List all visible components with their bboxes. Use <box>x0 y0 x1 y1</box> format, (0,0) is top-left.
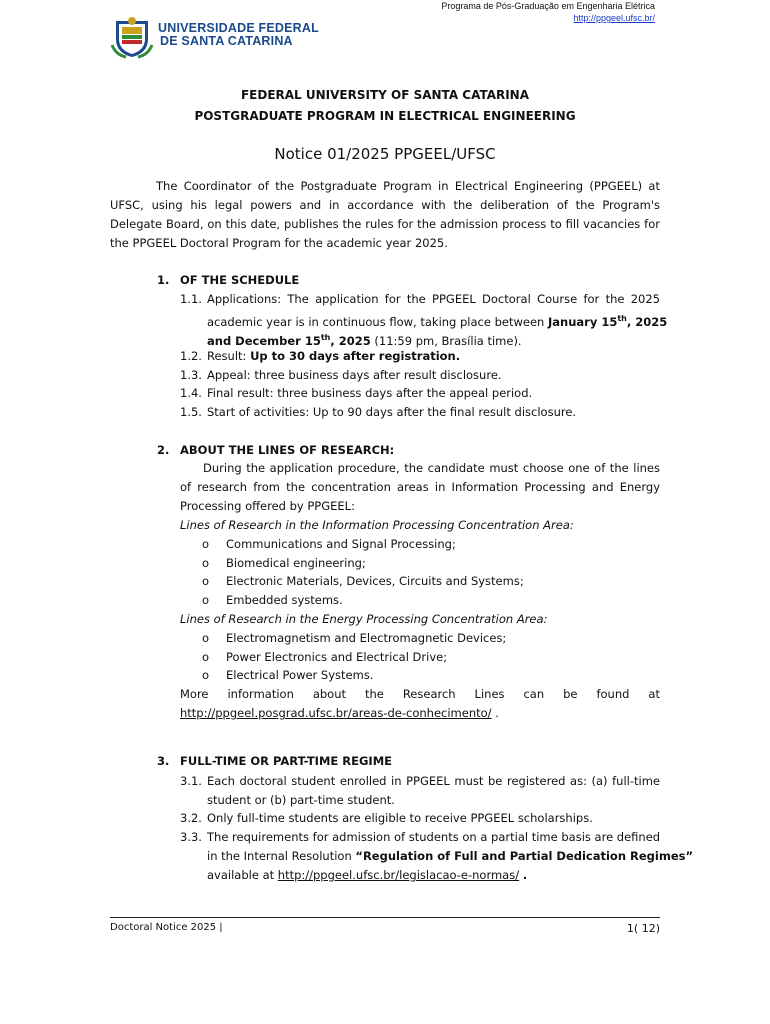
energy-line-item: Electrical Power Systems. <box>226 668 374 682</box>
bullet-icon: o <box>202 556 210 570</box>
item-1-2: Result: Up to 30 days after registration. <box>207 349 461 363</box>
section1-title: OF THE SCHEDULE <box>180 273 300 287</box>
section2-text-line2: of research from the concentration areas in Information Processing and Energy <box>180 480 660 494</box>
item-3-3-line1: The requirements for admission of students on a partial time basis are defined <box>207 830 661 844</box>
section3-title: FULL-TIME OR PART-TIME REGIME <box>180 754 392 768</box>
item-1-1-line1: Applications: The application for the PPGEEL Doctoral Course for the 2025 <box>207 292 660 306</box>
item-3-3-number: 3.3. <box>180 830 202 844</box>
item-1-1-number: 1.1. <box>180 292 202 306</box>
ufsc-logo <box>110 15 360 60</box>
energy-area-heading: Lines of Research in the Energy Processing Concentration Area: <box>180 612 548 626</box>
item-1-2-number: 1.2. <box>180 349 202 363</box>
item-3-1-number: 3.1. <box>180 774 202 788</box>
info-line-item: Biomedical engineering; <box>226 556 366 570</box>
info-line-item: Embedded systems. <box>226 593 343 607</box>
item-1-1-line3: and December 15th, 2025 (11:59 pm, Brasília time). <box>207 333 522 348</box>
logo-text <box>158 22 319 48</box>
energy-line-item: Power Electronics and Electrical Drive; <box>226 650 448 664</box>
footer-divider <box>110 917 660 918</box>
notice-title: Notice 01/2025 PPGEEL/UFSC <box>274 145 496 163</box>
energy-line-item: Electromagnetism and Electromagnetic Devices; <box>226 631 507 645</box>
item-3-2-number: 3.2. <box>180 811 202 825</box>
university-title: FEDERAL UNIVERSITY OF SANTA CATARINA <box>240 88 530 102</box>
item-1-5: Start of activities: Up to 90 days after the final result disclosure. <box>207 405 577 419</box>
bullet-icon: o <box>202 668 210 682</box>
item-1-4: Final result: three business days after the appeal period. <box>207 386 533 400</box>
item-1-3-number: 1.3. <box>180 368 202 382</box>
bullet-icon: o <box>202 574 210 588</box>
research-lines-link-line: http://ppgeel.posgrad.ufsc.br/areas-de-conhecimento/ . <box>180 706 499 720</box>
program-name: Programa de Pós-Graduação em Engenharia Elétrica <box>441 1 655 11</box>
section2-number: 2. <box>157 443 170 457</box>
footer-label: Doctoral Notice 2025 | <box>110 922 223 933</box>
info-line-item: Electronic Materials, Devices, Circuits and Systems; <box>226 574 524 588</box>
research-lines-link[interactable]: http://ppgeel.posgrad.ufsc.br/areas-de-conhecimento/ <box>180 706 492 720</box>
logo-line2: DE SANTA CATARINA <box>160 34 293 48</box>
info-line-item: Communications and Signal Processing; <box>226 537 456 551</box>
item-1-1-line2: academic year is in continuous flow, taking place between January 15th, 2025 <box>207 314 668 329</box>
section3-number: 3. <box>157 754 170 768</box>
item-3-1-line1: Each doctoral student enrolled in PPGEEL must be registered as: (a) full-time <box>207 774 660 788</box>
section2-text-line1: During the application procedure, the candidate must choose one of the lines <box>203 461 660 475</box>
logo-line1: UNIVERSIDADE FEDERAL <box>158 21 319 35</box>
item-3-3-line2: in the Internal Resolution “Regulation of Full and Partial Dedication Regimes” <box>207 849 694 863</box>
ufsc-crest-icon <box>110 15 154 59</box>
item-1-3: Appeal: three business days after result disclosure. <box>207 368 502 382</box>
header-program <box>441 0 655 24</box>
section2-text-line3: Processing offered by PPGEEL: <box>180 499 355 513</box>
item-1-5-number: 1.5. <box>180 405 202 419</box>
bullet-icon: o <box>202 650 210 664</box>
item-3-2: Only full-time students are eligible to receive PPGEEL scholarships. <box>207 811 593 825</box>
more-info-line: More information about the Research Lines can be found at <box>180 687 660 701</box>
item-3-3-line3: available at http://ppgeel.ufsc.br/legislacao-e-normas/ . <box>207 868 528 882</box>
program-title: POSTGRADUATE PROGRAM IN ELECTRICAL ENGINEERING <box>194 109 576 123</box>
program-url-link[interactable]: http://ppgeel.ufsc.br/ <box>573 13 655 23</box>
legislation-link[interactable]: http://ppgeel.ufsc.br/legislacao-e-normas/ <box>277 868 520 882</box>
item-1-4-number: 1.4. <box>180 386 202 400</box>
intro-paragraph: The Coordinator of the Postgraduate Program in Electrical Engineering (PPGEEL) at UFSC, using his legal powers and in accordance with the deliberation of the Program's Delegate Board, on this date, publishes the rules for the admission process to fill vacancies for the PPGEEL Doctoral Program for the academic year 2025. <box>110 179 660 250</box>
item-3-1-line2: student or (b) part-time student. <box>207 793 395 807</box>
bullet-icon: o <box>202 593 210 607</box>
info-area-heading: Lines of Research in the Information Processing Concentration Area: <box>180 518 574 532</box>
section2-title: ABOUT THE LINES OF RESEARCH: <box>180 443 395 457</box>
page-number: 1( 12) <box>626 922 660 935</box>
bullet-icon: o <box>202 631 210 645</box>
bullet-icon: o <box>202 537 210 551</box>
section1-number: 1. <box>157 273 170 287</box>
